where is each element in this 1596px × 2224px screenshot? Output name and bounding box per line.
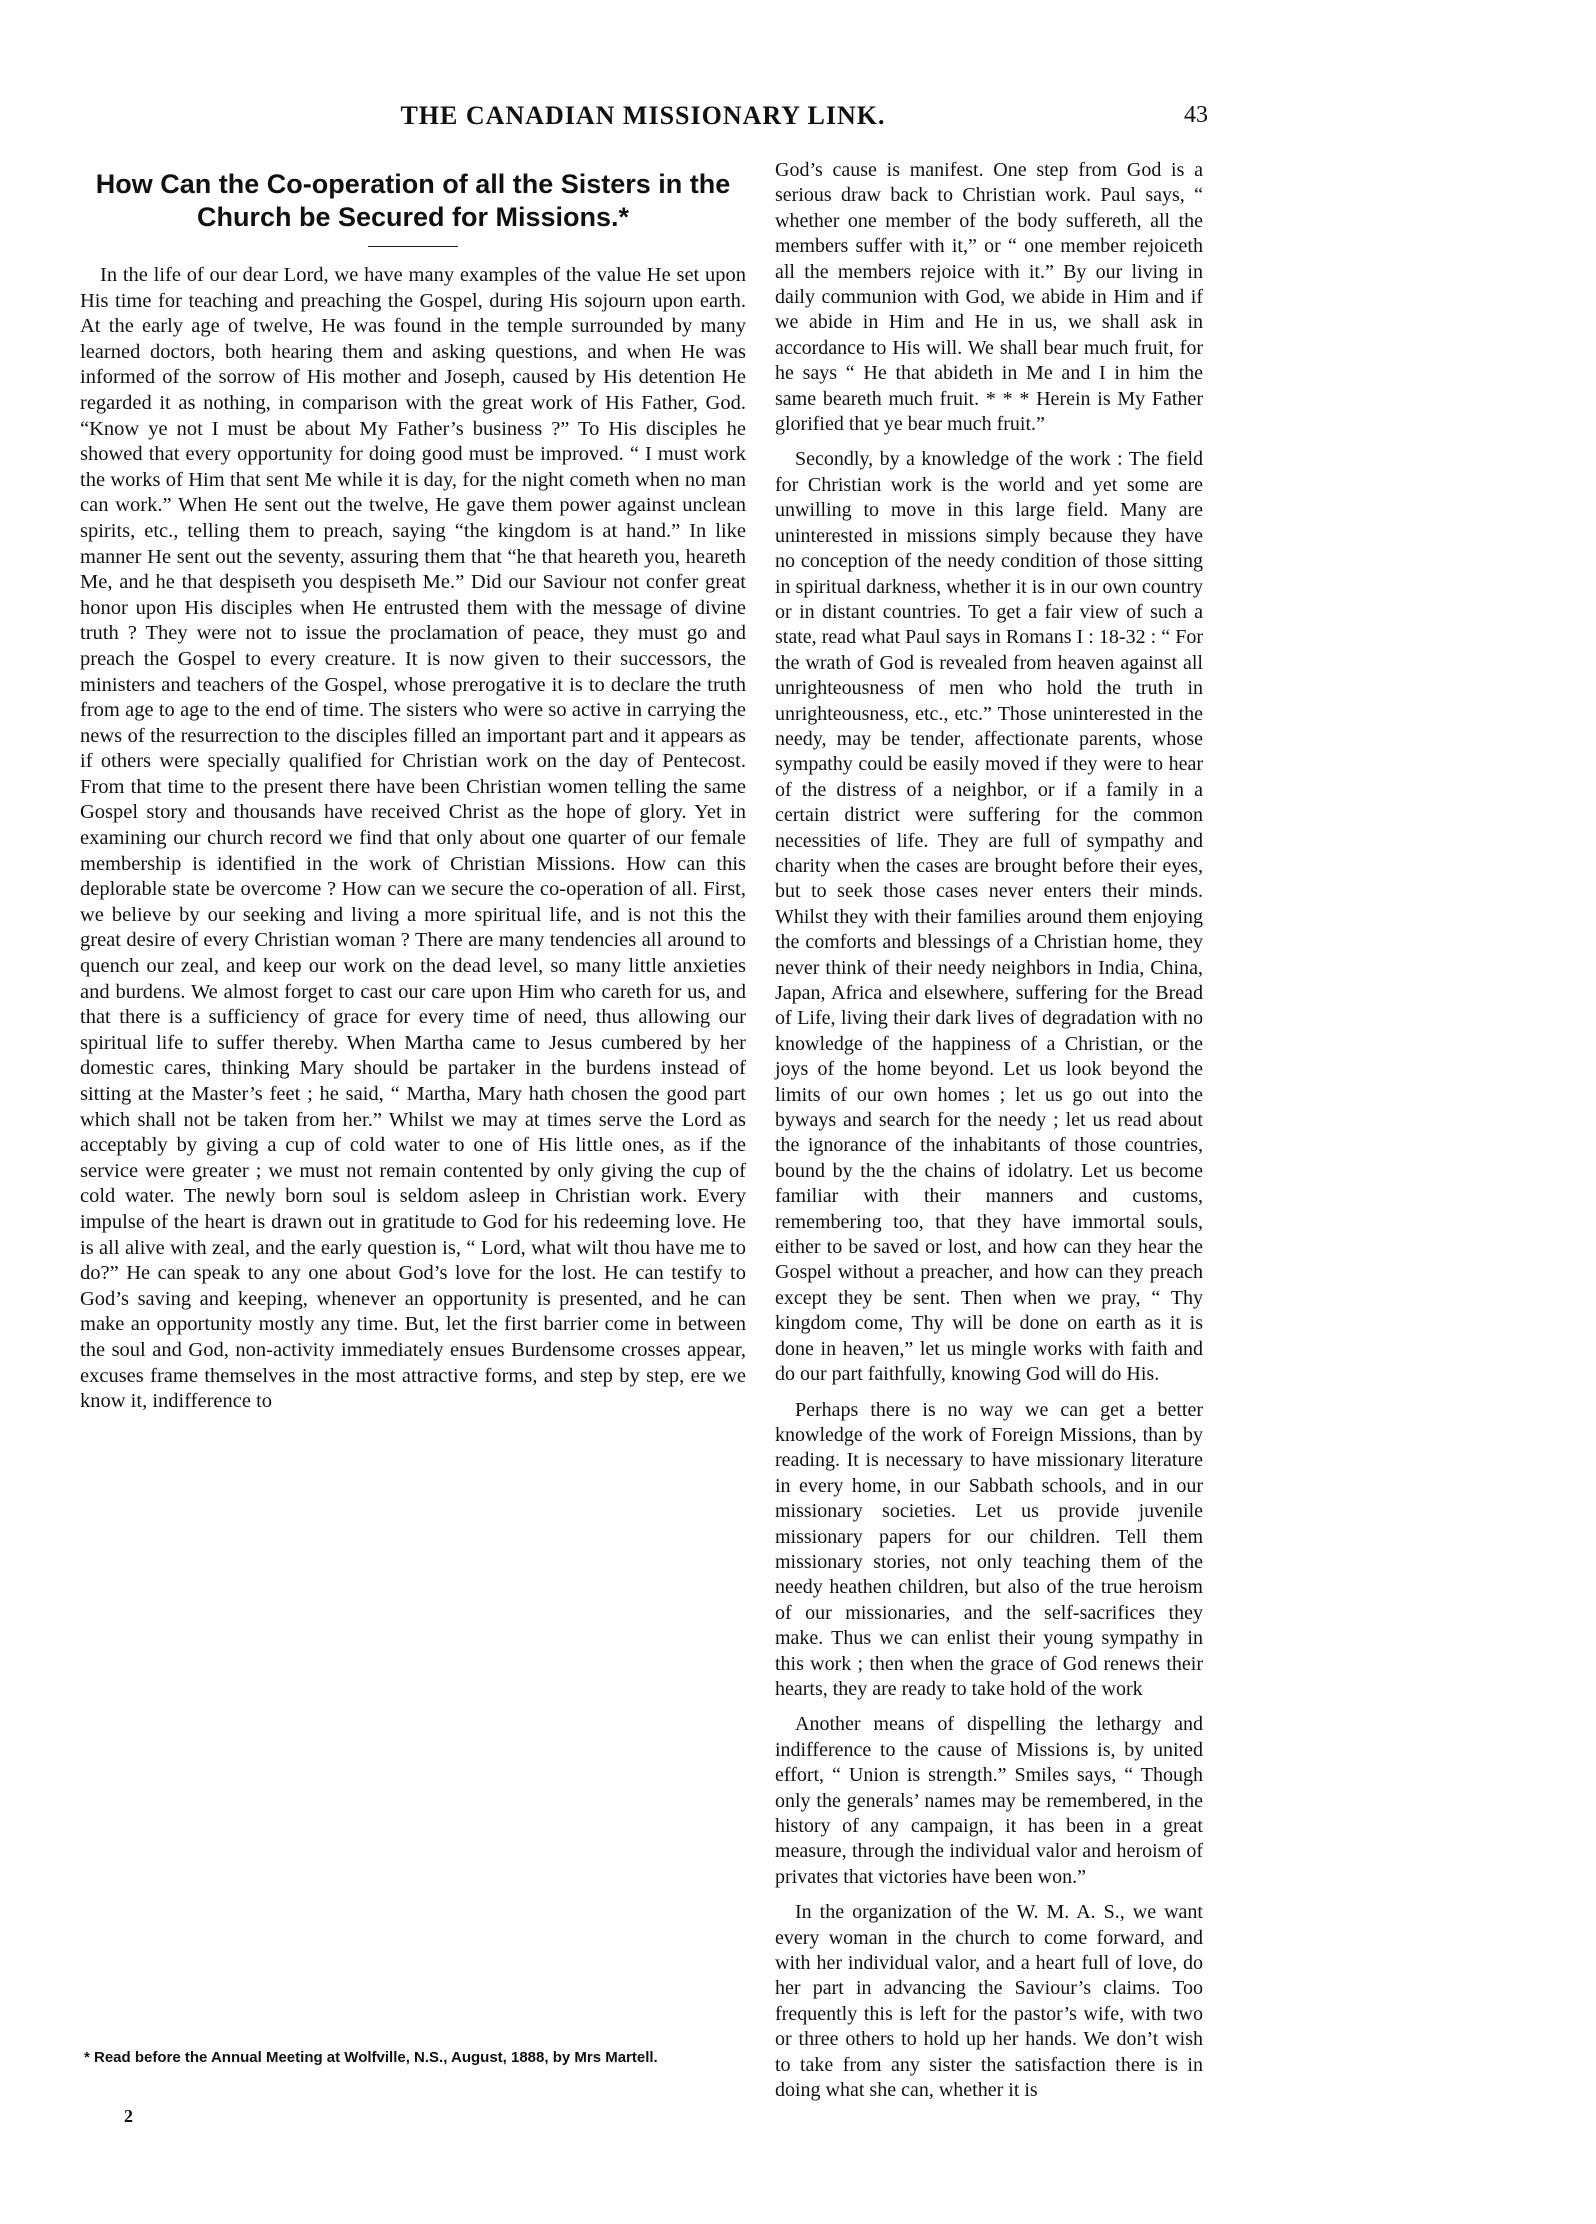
journal-title: THE CANADIAN MISSIONARY LINK. — [400, 101, 886, 130]
article-paragraph-continued: God’s cause is manifest. One step from God is a serious draw back to Christian work. Paul says, “ whether one member of the body suffereth, all the members suffer with it,” or “ one member rejoiceth all the members rejoice with it.” By our living in daily communion with God, we abide in Him and if we abide in Him and He in us, we shall ask in accordance to His will. We shall bear much fruit, for he says “ He that abideth in Me and I in him the same beareth much fruit. * * * Herein is My Father glorified that ye bear much fruit.” — [775, 159, 1203, 436]
right-column — [775, 158, 1203, 2103]
article-paragraph: In the organization of the W. M. A. S., we want every woman in the church to come forward, and with her individual valor, and a heart full of love, do her part in advancing the Saviour’s claims. Too frequently this is left for the pastor’s wife, with two or three others to hold up her hands. We don’t wish to take from any sister the satisfaction there is in doing what she can, whether it is — [775, 1901, 1203, 2102]
article-paragraph: Another means of dispelling the lethargy and indifference to the cause of Missions is, by united effort, “ Union is strength.” Smiles says, “ Though only the generals’ names may be remembered, in the history of any campaign, it has been in a great measure, through the individual valor and heroism of privates that victories have been won.” — [775, 1713, 1203, 1888]
article-title: How Can the Co-operation of all the Sisters in the Church be Secured for Missions.* — [95, 169, 731, 232]
title-rule — [368, 246, 458, 247]
signature-mark: 2 — [124, 2106, 133, 2126]
page-header — [78, 101, 1208, 135]
page-number: 43 — [1184, 102, 1208, 128]
left-column — [80, 168, 746, 1415]
article-paragraph: In the life of our dear Lord, we have many examples of the value He set upon His time for teaching and preaching the Gospel, during His sojourn upon earth. At the early age of twelve, He was found in the temple surrounded by many learned doctors, both hearing them and asking questions, and when He was informed of the sorrow of His mother and Joseph, caused by His detention He regarded it as nothing, in comparison with the great work of His Father, God. “Know ye not I must be about My Father’s business ?” To His disciples he showed that every opportunity for doing good must be improved. “ I must work the works of Him that sent Me while it is day, for the night cometh when no man can work.” When He sent out the twelve, He gave them power against unclean spirits, etc., telling them to preach, saying “the kingdom is at hand.” In like manner He sent out the seventy, assuring them that “he that heareth you, heareth Me, and he that despiseth you despiseth Me.” Did our Saviour not confer great honor upon His disciples when He entrusted them with the message of divine truth ? They were not to issue the proclamation of peace, they must go and preach the Gospel to every creature. It is now given to their successors, the ministers and teachers of the Gospel, whose prerogative it is to declare the truth from age to age to the end of time. The sisters who were so active in carrying the news of the resurrection to the disciples filled an important part and it appears as if others were specially qualified for Christian work on the day of Pentecost. From that time to the present there have been Christian women telling the same Gospel story and thousands have received Christ as the hope of glory. Yet in examining our church record we find that only about one quarter of our female membership is identified in the work of Christian Missions. How can this deplorable state be overcome ? How can we secure the co-operation of all. First, we believe by our seeking and living a more spiritual life, and is not this the great desire of every Christian woman ? There are many tendencies all around to quench our zeal, and keep our work on the dead level, so many little anxieties and burdens. We almost forget to cast our care upon Him who careth for us, and that there is a sufficiency of grace for every time of need, thus allowing our spiritual life to suffer thereby. When Martha came to Jesus cumbered by her domestic cares, thinking Mary should be partaker in the burdens instead of sitting at the Master’s feet ; he said, “ Martha, Mary hath chosen the good part which shall not be taken from her.” Whilst we may at times serve the Lord as acceptably by giving a cup of cold water to one of His little ones, as if the service were greater ; we must not remain contented by only giving the cup of cold water. The newly born soul is seldom asleep in Christian work. Every impulse of the heart is drawn out in gratitude to God for his redeeming love. He is all alive with zeal, and the early question is, “ Lord, what wilt thou have me to do?” He can speak to any one about God’s love for the lost. He can testify to God’s saving and keeping, whenever an opportunity is presented, and he can make an opportunity mostly any time. But, let the first barrier come in between the soul and God, non-activity immediately ensues Burdensome crosses appear, excuses frame themselves in the most attractive forms, and step by step, ere we know it, indifference to — [80, 264, 746, 1413]
article-paragraph: Perhaps there is no way we can get a better knowledge of the work of Foreign Missions, than by reading. It is necessary to have missionary literature in every home, in our Sabbath schools, and in our missionary societies. Let us provide juvenile missionary papers for our children. Tell them missionary stories, not only teaching them of the needy heathen children, but also of the true heroism of our missionaries, and the self-sacrifices they make. Thus we can enlist their young sympathy in this work ; then when the grace of God renews their hearts, they are ready to take hold of the work — [775, 1398, 1203, 1700]
footnote: * Read before the Annual Meeting at Wolfville, N.S., August, 1888, by Mrs Martell. — [84, 2049, 658, 2066]
article-paragraph: Secondly, by a knowledge of the work : The field for Christian work is the world and yet some are unwilling to move in this large field. Many are uninterested in missions simply because they have no conception of the needy condition of those sitting in spiritual darkness, whether it is in our own country or in distant countries. To get a fair view of such a state, read what Paul says in Romans I : 18-32 : “ For the wrath of God is revealed from heaven against all unrighteousness of men who hold the truth in unrighteousness, etc., etc.” Those uninterested in the needy, may be tender, affectionate parents, whose sympathy could be easily moved if they were to hear of the distress of a neighbor, or if a family in a certain district were suffering for the common necessities of life. They are full of sympathy and charity when the cases are brought before their eyes, but to seek those cases never enters their minds. Whilst they with their families around them enjoying the comforts and blessings of a Christian home, they never think of their needy neighbors in India, China, Japan, Africa and elsewhere, suffering for the Bread of Life, living their dark lives of degradation with no knowledge of the happiness of a Christian, or the joys of the home beyond. Let us look beyond the limits of our own homes ; let us go out into the byways and search for the needy ; let us read about the ignorance of the inhabitants of those countries, bound by the the chains of idolatry. Let us become familiar with their manners and customs, remembering too, that they have immortal souls, either to be saved or lost, and how can they hear the Gospel without a preacher, and how can they preach except they be sent. Then when we pray, “ Thy kingdom come, Thy will be done on earth as it is done in heaven,” let us mingle works with faith and do our part faithfully, knowing God will do His. — [775, 448, 1203, 1386]
